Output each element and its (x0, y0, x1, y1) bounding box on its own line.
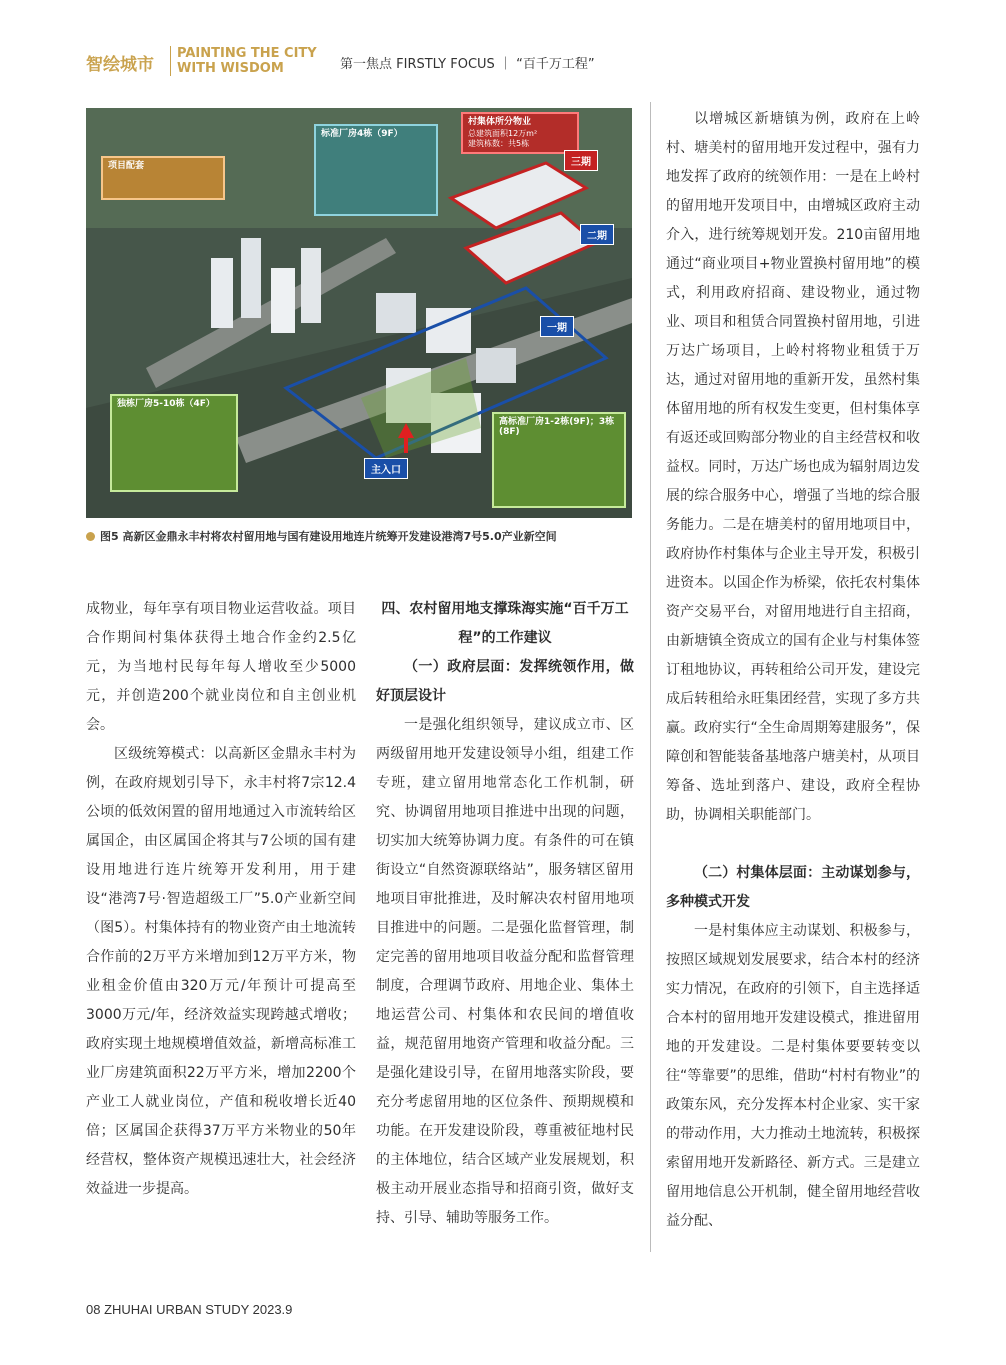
left-paragraph-1: 成物业，每年享有项目物业运营收益。项目合作期间村集体获得土地合作金约2.5亿元，为当地村民每年每人增收至少5000元，并创造200个就业岗位和自主创业机会。 (86, 601, 356, 733)
phase3-label: 三期 (564, 150, 598, 171)
brand-title-cn: 智绘城市 (86, 55, 154, 75)
phase2-label: 二期 (580, 224, 614, 245)
main-entrance-label: 主入口 (364, 458, 408, 479)
callout-standard-factory-title: 标准厂房4栋（9F） (321, 129, 403, 139)
callout-support-facilities (101, 156, 225, 200)
blank-line (666, 830, 920, 859)
column-divider (650, 102, 651, 1252)
figure-aerial-rendering (86, 108, 632, 518)
phase1-label: 一期 (540, 316, 574, 337)
section-label: 第一焦点 FIRSTLY FOCUS ｜ “百千万工程” (340, 57, 595, 72)
brand-en-line1: PAINTING THE CITY (177, 46, 317, 61)
callout-high-factory-title: 高标准厂房1-2栋(9F)；3栋(8F) (499, 417, 615, 437)
callout-low-factory-title: 独栋厂房5-10栋（4F） (117, 399, 215, 409)
left-paragraph-2: 区级统筹模式：以高新区金鼎永丰村为例，在政府规划引导下，永丰村将7宗12.4公顷的低效闲置的留用地通过入市流转给区属国企，由区属国企将其与7公顷的国有建设用地进行连片统筹开发利用，用于建设“港湾7号·智造超级工厂”5.0产业新空间（图5）。村集体持有的物业资产由土地流转合作前的2万平方米增加到12万平方米，物业租金价值由320万元/年预计可提高至3000万元/年，经济效益实现跨越式增收；政府实现土地规模增值效益，新增高标准工业厂房建筑面积22万平方米，增加2200个产业工人就业岗位，产值和税收增长近40倍；区属国企获得37万平方米物业的50年经营权，整体资产规模迅速壮大，社会经济效益进一步提高。 (86, 746, 356, 1197)
middle-paragraph-1: 一是强化组织领导，建议成立市、区两级留用地开发建设领导小组，组建工作专班，建立留用地常态化工作机制，研究、协调留用地项目推进中出现的问题，切实加大统筹协调力度。有条件的可在镇街设立“自然资源联络站”，服务辖区留用地项目审批推进，及时解决农村留用地项目推进中的问题。二是强化监督管理，制定完善的留用地项目收益分配和监督管理制度，合理调节政府、用地企业、集体土地运营公司、村集体和农民间的增值收益，规范留用地资产管理和收益分配。三是强化建设引导，在留用地落实阶段，要充分考虑留用地的区位条件、预期规模和功能。在开发建设阶段，尊重被征地村民的主体地位，结合区域产业发展规划，积极主动开展业态指导和招商引资，做好支持、引导、辅助等服务工作。 (376, 717, 634, 1226)
callout-village-title: 村集体所分物业 (468, 117, 532, 127)
caption-bullet-icon (86, 532, 95, 541)
right-paragraph-2: 一是村集体应主动谋划、积极参与，按照区域规划发展要求，结合本村的经济实力情况，在政府的引领下，自主选择适合本村的留用地开发建设模式，推进留用地的开发建设。二是村集体要要转变以往“等靠要”的思维，借助“村村有物业”的政策东风，充分发挥本村企业家、实干家的带动作用，大力推动土地流转，积极探索留用地开发新路径、新方式。三是建立留用地信息公开机制，健全留用地经营收益分配、 (666, 923, 920, 1229)
column-middle (376, 595, 634, 1233)
callout-village-property (461, 112, 579, 154)
callout-village-count: 建筑栋数：共5栋 (468, 139, 530, 148)
callout-support-title: 项目配套 (108, 161, 145, 171)
right-subheading: （二）村集体层面：主动谋划参与，多种模式开发 (666, 865, 920, 910)
page-footer: 08 ZHUHAI URBAN STUDY 2023.9 (86, 1302, 293, 1317)
section-heading: 四、农村留用地支撑珠海实施“百千万工程”的工作建议 (381, 601, 629, 646)
callout-low-factory (110, 394, 238, 492)
right-paragraph-1: 以增城区新塘镇为例，政府在上岭村、塘美村的留用地开发过程中，强有力地发挥了政府的统领作用：一是在上岭村的留用地开发项目中，由增城区政府主动介入，进行统筹规划开发。210亩留用地通过“商业项目+物业置换村留用地”的模式，利用政府招商、建设物业，通过物业、项目和租赁合同置换村留用地，引进万达广场项目，上岭村将物业租赁于万达，通过对留用地的重新开发，虽然村集体留用地的所有权发生变更，但村集体享有返还或回购部分物业的自主经营权和收益权。同时，万达广场也成为辐射周边发展的综合服务中心，增强了当地的综合服务能力。二是在塘美村的留用地项目中，政府协作村集体与企业主导开发，积极引进资本。以国企作为桥梁，依托农村集体资产交易平台，对留用地进行自主招商，由新塘镇全资成立的国有企业与村集体签订租地协议，再转租给公司开发，建设完成后转租给永旺集团经营，实现了多方共赢。政府实行“全生命周期筹建服务”，保障创和智能装备基地落户塘美村，从项目筹备、选址到落户、建设，政府全程协助，协调相关职能部门。 (666, 111, 920, 823)
middle-subheading: （一）政府层面：发挥统领作用，做好顶层设计 (376, 659, 634, 704)
column-left (86, 595, 356, 1204)
brand-title-en (170, 46, 317, 76)
callout-high-factory (492, 412, 626, 508)
callout-village-area: 总建筑面积12万m² (468, 129, 538, 138)
callout-standard-factory (314, 124, 438, 216)
figure-caption (86, 528, 646, 544)
brand-en-line2: WITH WISDOM (177, 61, 284, 76)
column-right (666, 105, 920, 1236)
figure-caption-text: 图5 高新区金鼎永丰村将农村留用地与国有建设用地连片统筹开发建设港湾7号5.0产业新空间 (100, 530, 557, 543)
